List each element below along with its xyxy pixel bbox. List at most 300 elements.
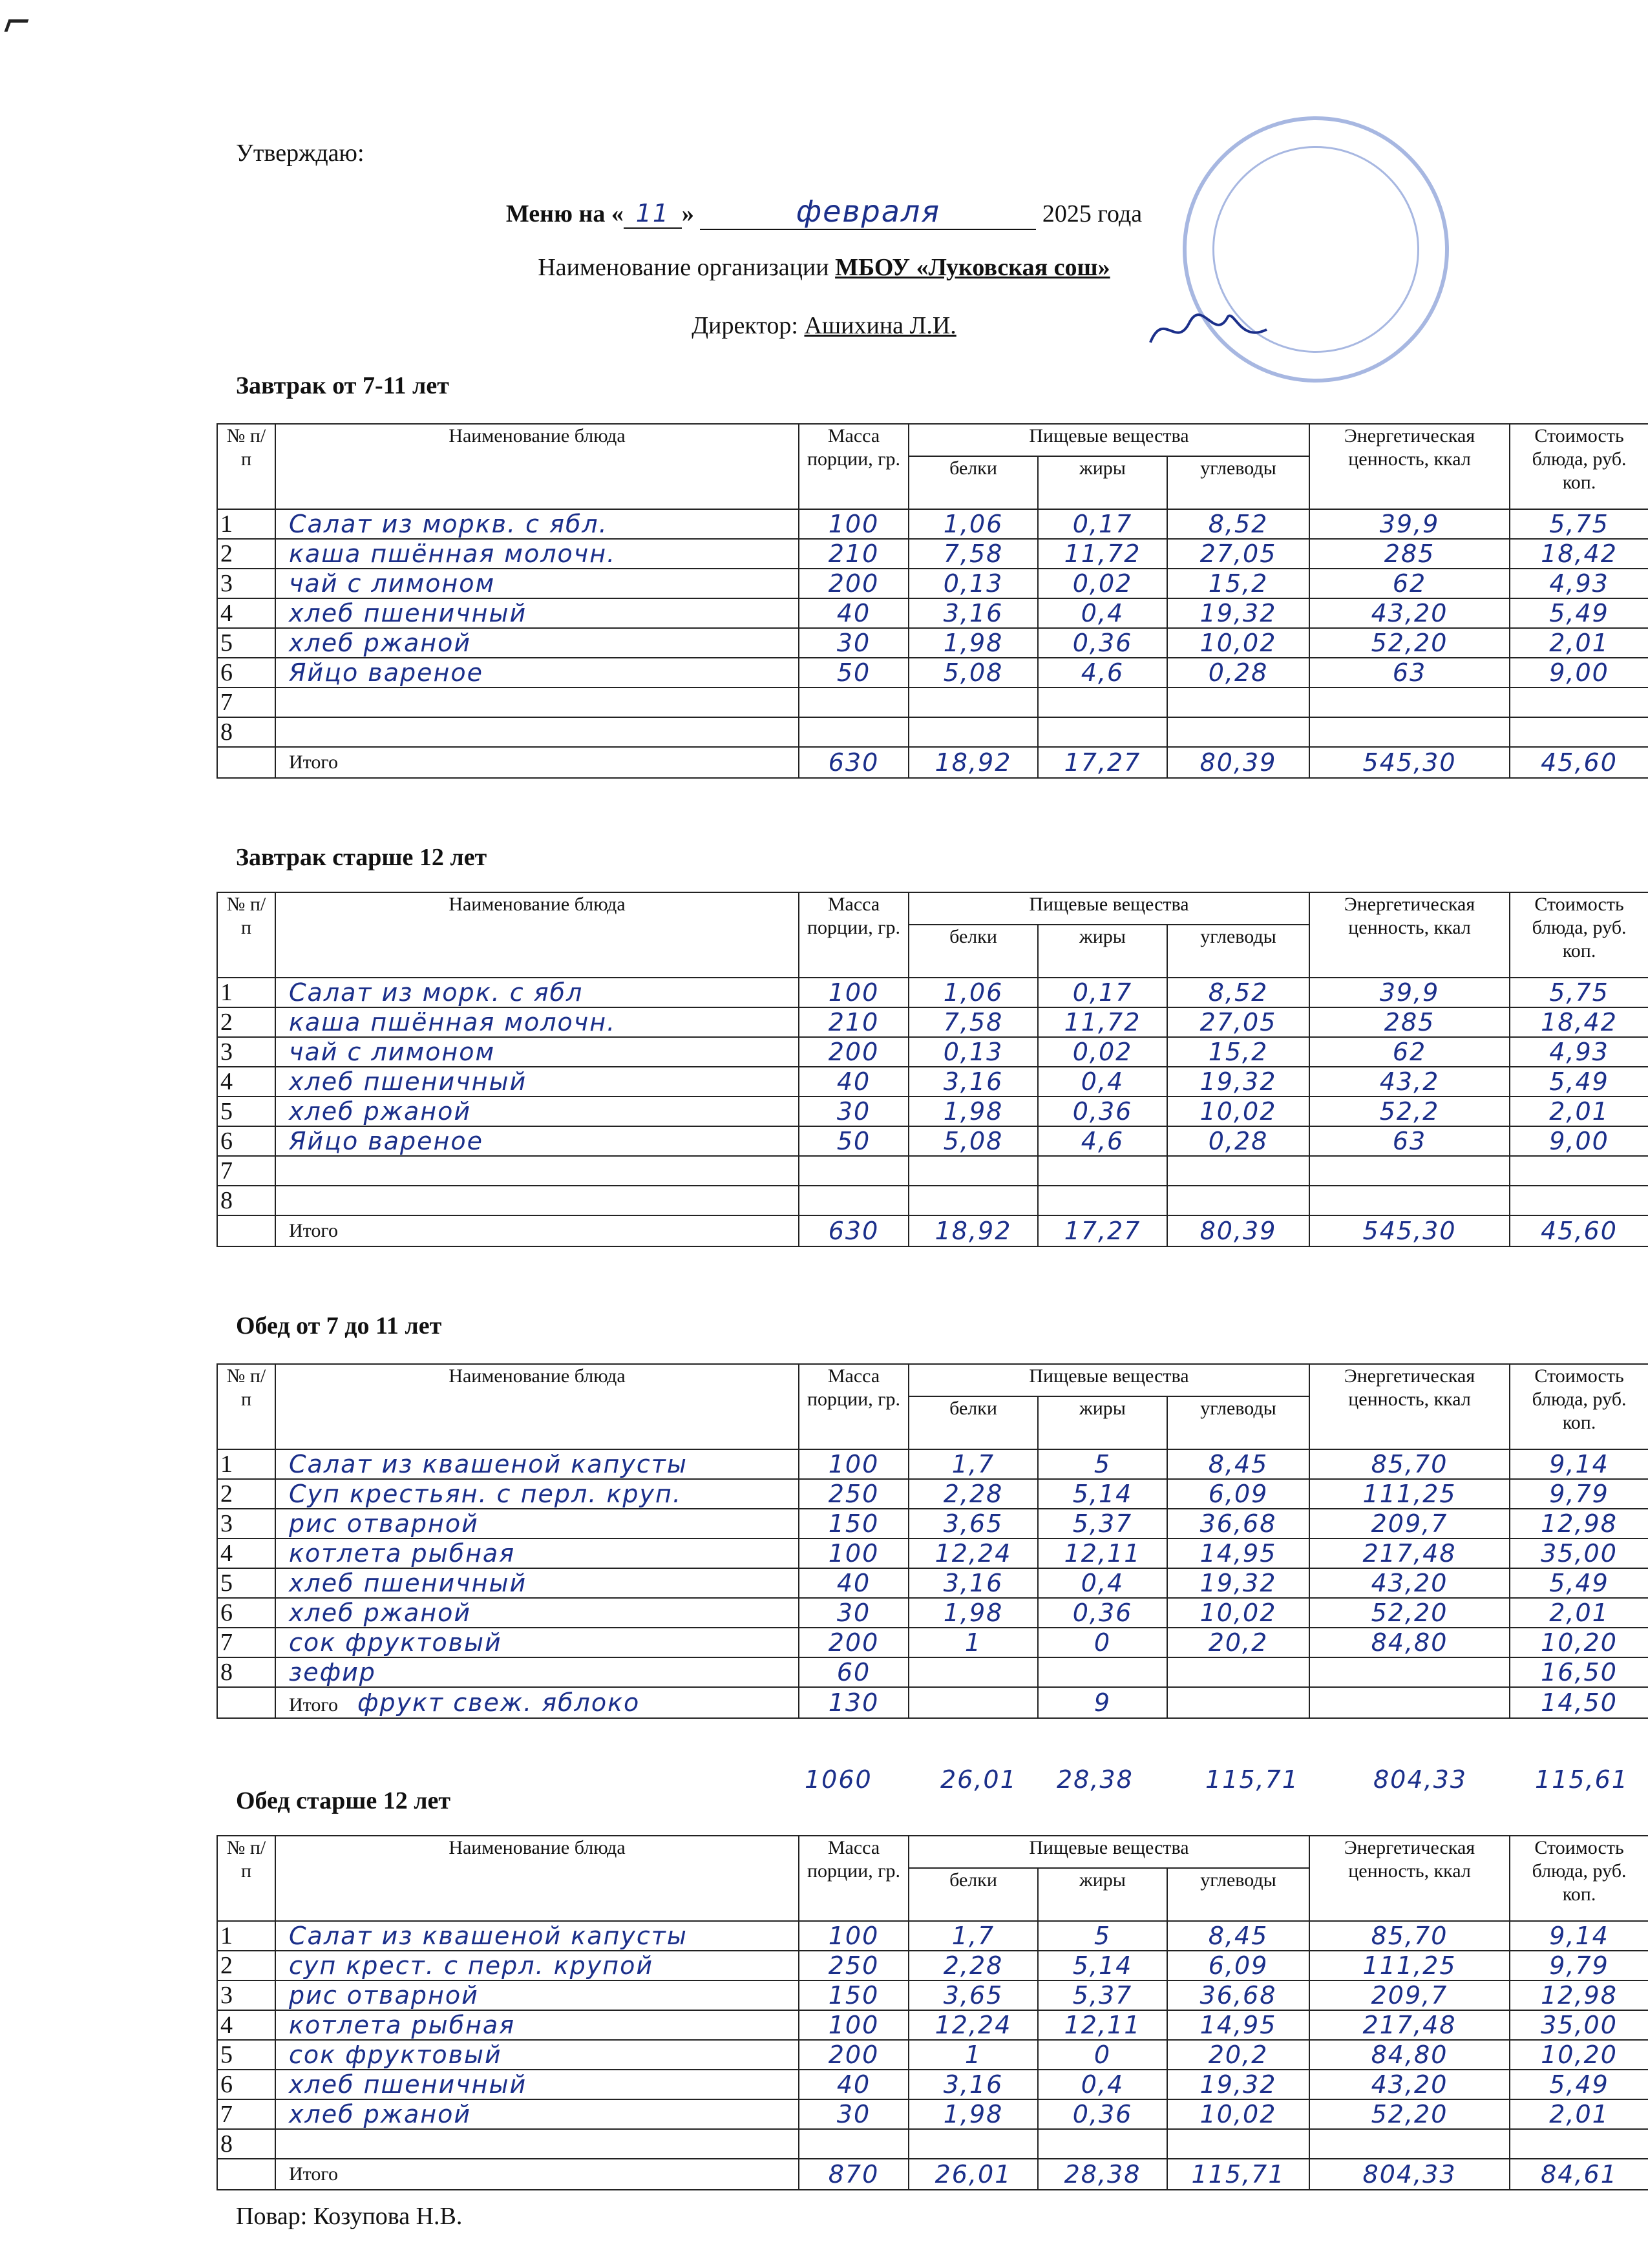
row-number: 4 (217, 1067, 275, 1097)
table-row (217, 1538, 1648, 1568)
dish-name: Салат из квашеной капусты (275, 1921, 799, 1951)
director-name: Ашихина Л.И. (804, 312, 956, 339)
dish-protein: 3,65 (909, 1509, 1038, 1538)
dish-energy (1309, 1156, 1510, 1186)
director-signature (1144, 304, 1273, 355)
row-number: 5 (217, 1568, 275, 1598)
col-header-mass: Масса порции, гр. (799, 1364, 909, 1449)
dish-protein: 0,13 (909, 569, 1038, 598)
dish-carbs: 0,28 (1167, 658, 1309, 688)
col-header-mass: Масса порции, гр. (799, 424, 909, 509)
row-number: 2 (217, 1479, 275, 1509)
dish-fat: 0,17 (1038, 978, 1167, 1007)
dish-mass: 150 (799, 1980, 909, 2010)
dish-protein: 5,08 (909, 658, 1038, 688)
col-header-protein: белки (909, 1868, 1038, 1921)
col-header-protein: белки (909, 925, 1038, 978)
total-mass: 630 (799, 747, 909, 778)
col-header-cost: Стоимость блюда, руб. коп. (1510, 1836, 1648, 1921)
table-row (217, 717, 1648, 747)
row-number: 7 (217, 1156, 275, 1186)
col-header-name: Наименование блюда (275, 1836, 799, 1921)
table-row (217, 1126, 1648, 1156)
dish-carbs: 6,09 (1167, 1951, 1309, 1980)
menu-table (217, 1835, 1648, 2190)
dish-protein: 7,58 (909, 539, 1038, 569)
table-row (217, 2070, 1648, 2099)
col-header-fat: жиры (1038, 925, 1167, 978)
dish-cost: 5,49 (1510, 598, 1648, 628)
dish-cost: 35,00 (1510, 2010, 1648, 2040)
dish-fat: 0,4 (1038, 2070, 1167, 2099)
table-row (217, 978, 1648, 1007)
dish-protein: 3,16 (909, 1568, 1038, 1598)
dish-name: хлеб ржаной (275, 2099, 799, 2129)
dish-protein: 1,98 (909, 1598, 1038, 1628)
dish-mass (799, 2129, 909, 2159)
dish-cost: 16,50 (1510, 1657, 1648, 1687)
dish-cost: 12,98 (1510, 1980, 1648, 2010)
table-row (217, 1980, 1648, 2010)
col-header-name: Наименование блюда (275, 424, 799, 509)
total-row (217, 1215, 1648, 1246)
dish-protein: 7,58 (909, 1007, 1038, 1037)
dish-name: хлеб пшеничный (275, 1067, 799, 1097)
table-row (217, 569, 1648, 598)
dish-mass: 100 (799, 1921, 909, 1951)
dish-energy: 39,9 (1309, 509, 1510, 539)
row-number: 3 (217, 1980, 275, 2010)
col-header-name: Наименование блюда (275, 892, 799, 978)
dish-carbs: 10,02 (1167, 1598, 1309, 1628)
lunch-total-fat: 28,38 (1057, 1765, 1134, 1794)
dish-energy: 62 (1309, 569, 1510, 598)
table-row (217, 2010, 1648, 2040)
dish-protein: 0,13 (909, 1037, 1038, 1067)
dish-cost: 9,79 (1510, 1951, 1648, 1980)
dish-carbs: 8,45 (1167, 1921, 1309, 1951)
col-header-cost: Стоимость блюда, руб. коп. (1510, 1364, 1648, 1449)
dish-fat: 0,36 (1038, 628, 1167, 658)
section-title: Обед старше 12 лет (236, 1787, 451, 1814)
dish-energy: 217,48 (1309, 1538, 1510, 1568)
dish-protein: 1,98 (909, 628, 1038, 658)
total-mass: 630 (799, 1215, 909, 1246)
dish-fat (1038, 2129, 1167, 2159)
dish-energy: 52,20 (1309, 1598, 1510, 1628)
dish-mass: 200 (799, 2040, 909, 2070)
dish-carbs (1167, 2129, 1309, 2159)
total-energy: 545,30 (1309, 747, 1510, 778)
dish-fat: 5,14 (1038, 1951, 1167, 1980)
dish-carbs: 8,45 (1167, 1449, 1309, 1479)
dish-mass: 50 (799, 1126, 909, 1156)
dish-fat (1038, 688, 1167, 717)
row-number: 6 (217, 2070, 275, 2099)
total-row (217, 1687, 1648, 1718)
dish-fat: 5 (1038, 1449, 1167, 1479)
dish-carbs (1167, 717, 1309, 747)
dish-carbs: 10,02 (1167, 2099, 1309, 2129)
dish-name: Салат из морк. с ябл (275, 978, 799, 1007)
dish-mass: 60 (799, 1657, 909, 1687)
col-header-carbs: углеводы (1167, 1868, 1309, 1921)
dish-name (275, 1186, 799, 1215)
row-number: 2 (217, 539, 275, 569)
dish-fat: 5,37 (1038, 1980, 1167, 2010)
section-title: Завтрак от 7-11 лет (236, 372, 449, 399)
dish-mass: 210 (799, 539, 909, 569)
dish-energy (1309, 717, 1510, 747)
table-row (217, 539, 1648, 569)
dish-carbs: 20,2 (1167, 1628, 1309, 1657)
dish-cost: 9,14 (1510, 1921, 1648, 1951)
dish-energy: 43,2 (1309, 1067, 1510, 1097)
dish-name: котлета рыбная (275, 2010, 799, 2040)
dish-cost: 5,49 (1510, 1568, 1648, 1598)
dish-protein: 3,16 (909, 2070, 1038, 2099)
dish-mass: 250 (799, 1951, 909, 1980)
dish-fat: 11,72 (1038, 1007, 1167, 1037)
dish-energy: 62 (1309, 1037, 1510, 1067)
dish-protein: 5,08 (909, 1126, 1038, 1156)
dish-name: котлета рыбная (275, 1538, 799, 1568)
row-number: 7 (217, 688, 275, 717)
row-number: 5 (217, 1097, 275, 1126)
dish-name: чай с лимоном (275, 1037, 799, 1067)
menu-month: февраля (700, 194, 1036, 230)
dish-mass: 40 (799, 1067, 909, 1097)
dish-mass: 30 (799, 628, 909, 658)
dish-name: хлеб ржаной (275, 1097, 799, 1126)
dish-fat: 4,6 (1038, 1126, 1167, 1156)
row-number: 7 (217, 2099, 275, 2129)
table-row (217, 1568, 1648, 1598)
col-header-nutrients: Пищевые вещества (909, 892, 1309, 925)
row-number: 4 (217, 2010, 275, 2040)
row-number: 2 (217, 1951, 275, 1980)
menu-table (217, 423, 1648, 779)
dish-cost: 5,75 (1510, 978, 1648, 1007)
row-number: 1 (217, 1449, 275, 1479)
dish-cost: 9,14 (1510, 1449, 1648, 1479)
dish-name (275, 2129, 799, 2159)
dish-fat: 0,36 (1038, 1598, 1167, 1628)
dish-carbs: 15,2 (1167, 569, 1309, 598)
total-row (217, 2159, 1648, 2190)
dish-mass: 200 (799, 1628, 909, 1657)
dish-fat: 4,6 (1038, 658, 1167, 688)
dish-fat: 0,36 (1038, 1097, 1167, 1126)
dish-name: Яйцо вареное (275, 1126, 799, 1156)
dish-fat: 0,4 (1038, 1067, 1167, 1097)
dish-mass (799, 1156, 909, 1186)
dish-cost: 9,00 (1510, 1126, 1648, 1156)
dish-name (275, 688, 799, 717)
dish-protein: 12,24 (909, 1538, 1038, 1568)
dish-mass: 30 (799, 1097, 909, 1126)
dish-carbs: 19,32 (1167, 598, 1309, 628)
dish-protein: 1,98 (909, 1097, 1038, 1126)
dish-energy: 52,20 (1309, 628, 1510, 658)
dish-energy: 43,20 (1309, 598, 1510, 628)
dish-energy: 43,20 (1309, 1568, 1510, 1598)
dish-protein (909, 1156, 1038, 1186)
total-label: Итого (289, 1694, 338, 1716)
extra-dish-mass: 130 (799, 1687, 909, 1718)
dish-energy: 63 (1309, 658, 1510, 688)
dish-name: хлеб ржаной (275, 628, 799, 658)
dish-mass: 200 (799, 1037, 909, 1067)
dish-energy: 52,20 (1309, 2099, 1510, 2129)
dish-fat (1038, 717, 1167, 747)
dish-carbs (1167, 1156, 1309, 1186)
dish-protein: 2,28 (909, 1479, 1038, 1509)
row-number: 1 (217, 978, 275, 1007)
dish-fat: 12,11 (1038, 2010, 1167, 2040)
dish-protein (909, 688, 1038, 717)
dish-name: суп крест. с перл. крупой (275, 1951, 799, 1980)
dish-protein (909, 1657, 1038, 1687)
col-header-name: Наименование блюда (275, 1364, 799, 1449)
dish-carbs (1167, 1186, 1309, 1215)
extra-dish-energy (1309, 1687, 1510, 1718)
dish-name (275, 717, 799, 747)
dish-fat: 0 (1038, 2040, 1167, 2070)
dish-cost: 18,42 (1510, 1007, 1648, 1037)
row-number: 5 (217, 2040, 275, 2070)
dish-fat: 0,4 (1038, 1568, 1167, 1598)
dish-name: зефир (275, 1657, 799, 1687)
row-number: 3 (217, 1037, 275, 1067)
total-carbs: 80,39 (1167, 747, 1309, 778)
total-cost: 45,60 (1510, 1215, 1648, 1246)
table-row (217, 1657, 1648, 1687)
total-carbs: 80,39 (1167, 1215, 1309, 1246)
dish-mass: 30 (799, 1598, 909, 1628)
total-energy: 545,30 (1309, 1215, 1510, 1246)
dish-carbs: 19,32 (1167, 1067, 1309, 1097)
row-number: 4 (217, 598, 275, 628)
dish-carbs: 14,95 (1167, 2010, 1309, 2040)
dish-name: хлеб пшеничный (275, 2070, 799, 2099)
dish-cost: 2,01 (1510, 2099, 1648, 2129)
dish-mass: 150 (799, 1509, 909, 1538)
menu-day-close: » (681, 200, 694, 227)
dish-protein (909, 1186, 1038, 1215)
dish-mass: 100 (799, 978, 909, 1007)
corner-mark (5, 19, 29, 32)
col-header-cost: Стоимость блюда, руб. коп. (1510, 424, 1648, 509)
dish-name: хлеб ржаной (275, 1598, 799, 1628)
dish-carbs: 19,32 (1167, 2070, 1309, 2099)
row-number: 8 (217, 1657, 275, 1687)
dish-name: хлеб пшеничный (275, 1568, 799, 1598)
dish-energy: 85,70 (1309, 1449, 1510, 1479)
col-header-num: № п/п (217, 1836, 275, 1921)
table-row (217, 2129, 1648, 2159)
dish-mass: 210 (799, 1007, 909, 1037)
dish-fat (1038, 1657, 1167, 1687)
dish-cost: 5,75 (1510, 509, 1648, 539)
table-row (217, 1097, 1648, 1126)
menu-table (217, 892, 1648, 1247)
col-header-carbs: углеводы (1167, 456, 1309, 509)
col-header-cost: Стоимость блюда, руб. коп. (1510, 892, 1648, 978)
col-header-num: № п/п (217, 424, 275, 509)
col-header-protein: белки (909, 1396, 1038, 1449)
dish-protein: 1 (909, 2040, 1038, 2070)
row-number: 3 (217, 569, 275, 598)
col-header-fat: жиры (1038, 1868, 1167, 1921)
dish-carbs: 19,32 (1167, 1568, 1309, 1598)
dish-cost: 2,01 (1510, 628, 1648, 658)
total-row (217, 747, 1648, 778)
dish-carbs (1167, 1657, 1309, 1687)
dish-name: сок фруктовый (275, 1628, 799, 1657)
table-row (217, 2099, 1648, 2129)
col-header-protein: белки (909, 456, 1038, 509)
dish-mass: 200 (799, 569, 909, 598)
total-protein: 18,92 (909, 747, 1038, 778)
dish-carbs: 36,68 (1167, 1980, 1309, 2010)
total-energy: 804,33 (1309, 2159, 1510, 2190)
dish-protein: 2,28 (909, 1951, 1038, 1980)
row-number: 6 (217, 1598, 275, 1628)
dish-cost: 2,01 (1510, 1097, 1648, 1126)
dish-cost: 9,00 (1510, 658, 1648, 688)
dish-fat: 0,36 (1038, 2099, 1167, 2129)
extra-dish-fat: 9 (1038, 1687, 1167, 1718)
row-number: 7 (217, 1628, 275, 1657)
dish-cost: 12,98 (1510, 1509, 1648, 1538)
row-number: 1 (217, 509, 275, 539)
dish-protein: 1,7 (909, 1449, 1038, 1479)
menu-table (217, 1363, 1648, 1719)
col-header-nutrients: Пищевые вещества (909, 1836, 1309, 1868)
dish-energy (1309, 1186, 1510, 1215)
total-fat: 28,38 (1038, 2159, 1167, 2190)
dish-carbs: 8,52 (1167, 978, 1309, 1007)
row-number: 8 (217, 717, 275, 747)
dish-cost: 5,49 (1510, 2070, 1648, 2099)
dish-mass: 250 (799, 1479, 909, 1509)
dish-protein: 3,65 (909, 1980, 1038, 2010)
dish-cost: 2,01 (1510, 1598, 1648, 1628)
dish-cost: 18,42 (1510, 539, 1648, 569)
table-row (217, 658, 1648, 688)
table-row (217, 688, 1648, 717)
dish-energy: 84,80 (1309, 1628, 1510, 1657)
dish-mass: 40 (799, 598, 909, 628)
director-label: Директор: (692, 312, 798, 339)
total-fat: 17,27 (1038, 1215, 1167, 1246)
extra-dish-cost: 14,50 (1510, 1687, 1648, 1718)
dish-energy: 63 (1309, 1126, 1510, 1156)
table-row (217, 1509, 1648, 1538)
dish-protein: 1,7 (909, 1921, 1038, 1951)
table-row (217, 1007, 1648, 1037)
col-header-carbs: углеводы (1167, 925, 1309, 978)
cook-signature-line: Повар: Козупова Н.В. (236, 2203, 463, 2230)
dish-cost (1510, 2129, 1648, 2159)
dish-energy: 285 (1309, 539, 1510, 569)
dish-name: рис отварной (275, 1980, 799, 2010)
dish-fat: 12,11 (1038, 1538, 1167, 1568)
dish-fat: 5,37 (1038, 1509, 1167, 1538)
dish-energy (1309, 2129, 1510, 2159)
dish-carbs: 27,05 (1167, 539, 1309, 569)
dish-protein: 3,16 (909, 598, 1038, 628)
table-row (217, 1156, 1648, 1186)
section-title: Завтрак старше 12 лет (236, 844, 487, 871)
dish-fat (1038, 1186, 1167, 1215)
menu-day: 11 (624, 199, 682, 229)
dish-cost: 35,00 (1510, 1538, 1648, 1568)
dish-fat: 5 (1038, 1921, 1167, 1951)
col-header-mass: Масса порции, гр. (799, 892, 909, 978)
dish-mass: 40 (799, 1568, 909, 1598)
row-number: 5 (217, 628, 275, 658)
total-carbs: 115,71 (1167, 2159, 1309, 2190)
dish-energy: 84,80 (1309, 2040, 1510, 2070)
dish-protein: 1,06 (909, 509, 1038, 539)
dish-name: Яйцо вареное (275, 658, 799, 688)
col-header-nutrients: Пищевые вещества (909, 424, 1309, 456)
dish-fat: 0,02 (1038, 569, 1167, 598)
row-number: 4 (217, 1538, 275, 1568)
dish-name: Салат из моркв. с ябл. (275, 509, 799, 539)
table-row (217, 628, 1648, 658)
dish-carbs: 27,05 (1167, 1007, 1309, 1037)
row-number: 1 (217, 1921, 275, 1951)
dish-name: каша пшённая молочн. (275, 1007, 799, 1037)
dish-energy: 111,25 (1309, 1951, 1510, 1980)
menu-title-prefix: Меню на « (505, 200, 624, 227)
total-mass: 870 (799, 2159, 909, 2190)
dish-name (275, 1156, 799, 1186)
dish-fat: 0,4 (1038, 598, 1167, 628)
dish-carbs (1167, 688, 1309, 717)
dish-mass: 30 (799, 2099, 909, 2129)
table-row (217, 509, 1648, 539)
table-row (217, 1951, 1648, 1980)
total-blank (217, 2159, 275, 2190)
dish-name: Салат из квашеной капусты (275, 1449, 799, 1479)
dish-mass (799, 717, 909, 747)
dish-carbs: 0,28 (1167, 1126, 1309, 1156)
dish-fat: 0,02 (1038, 1037, 1167, 1067)
dish-name: чай с лимоном (275, 569, 799, 598)
dish-carbs: 8,52 (1167, 509, 1309, 539)
col-header-nutrients: Пищевые вещества (909, 1364, 1309, 1396)
total-blank (217, 747, 275, 778)
col-header-energy: Энергетическая ценность, ккал (1309, 424, 1510, 509)
table-row (217, 1186, 1648, 1215)
dish-mass (799, 1186, 909, 1215)
table-row (217, 1067, 1648, 1097)
row-number: 8 (217, 2129, 275, 2159)
table-row (217, 2040, 1648, 2070)
dish-mass: 100 (799, 1538, 909, 1568)
dish-energy: 217,48 (1309, 2010, 1510, 2040)
table-row (217, 1449, 1648, 1479)
dish-carbs: 10,02 (1167, 628, 1309, 658)
dish-protein: 12,24 (909, 2010, 1038, 2040)
col-header-num: № п/п (217, 1364, 275, 1449)
dish-energy (1309, 688, 1510, 717)
dish-fat: 0 (1038, 1628, 1167, 1657)
